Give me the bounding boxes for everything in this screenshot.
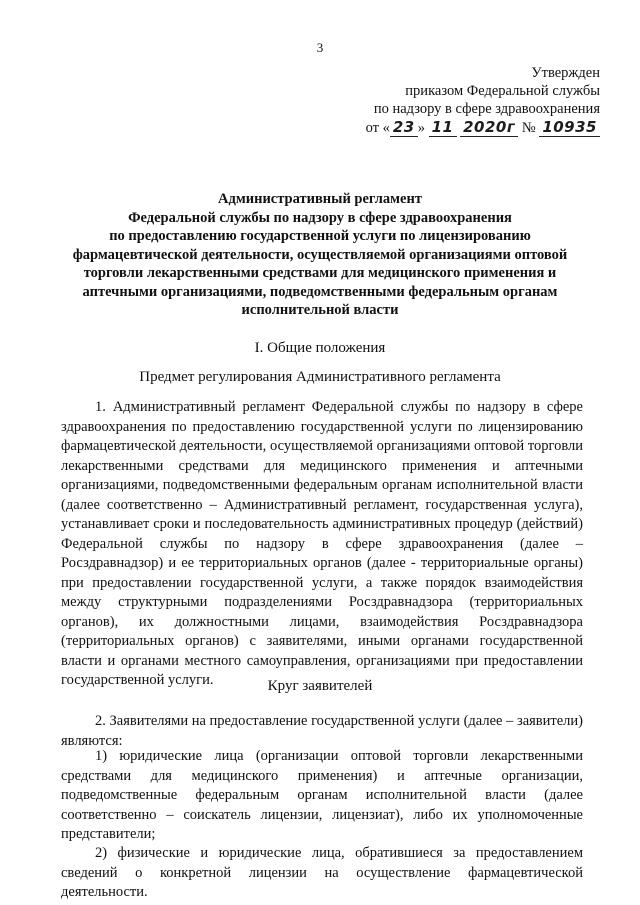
page-number: 3 bbox=[316, 40, 324, 55]
handwritten-year: 2020г bbox=[460, 118, 518, 137]
title-line-4: фармацевтической деятельности, осуществляемой организациями оптовой bbox=[72, 246, 568, 263]
paragraph-2: 2. Заявителями на предоставление государственной услуги (далее – заявители) являются: bbox=[61, 713, 583, 749]
approval-line-3: по надзору в сфере здравоохранения bbox=[373, 101, 600, 117]
paragraph-1: 1. Административный регламент Федеральной службы по надзору в сфере здравоохранения по предоставлению государственной услуги по лицензированию фармацевтической деятельности, осуществляемой организациями оптовой торговли лекарственными средствами для медицинского применения и аптечными организациями, подведомственными федеральным органам исполнительной власти (далее соответственно – Административный регламент, государственная услуга), устанавливает сроки и последовательность административных процедур (действий) Федеральной службы по надзору в сфере здравоохранения (далее – Росздравнадзор) и ее территориальных органов (далее - территориальные органы) при предоставлении государственной услуги, а также порядок взаимодействия между структурными подразделениями Росздравнадзора (территориальных органов), их должностными лицами, взаимодействия Росздравнадзора (территориальных органов) с заявителями, иными органами государственной власти и органами местного самоуправления, организациями при предоставлении государственной услуги. bbox=[61, 399, 583, 688]
date-mid: » bbox=[417, 120, 425, 136]
approval-line-2: приказом Федеральной службы bbox=[405, 83, 600, 99]
document-title bbox=[40, 190, 600, 320]
approval-line-1: Утвержден bbox=[531, 65, 600, 81]
approval-stamp bbox=[320, 64, 600, 137]
subheading-subject: Предмет регулирования Административного регламента bbox=[139, 369, 501, 385]
handwritten-month: 11 bbox=[429, 118, 457, 137]
approval-date-line bbox=[320, 118, 600, 137]
date-prefix: от « bbox=[365, 120, 390, 136]
title-line-1: Административный регламент bbox=[218, 191, 422, 207]
title-line-5: торговли лекарственными средствами для медицинского применения и bbox=[83, 265, 557, 281]
handwritten-day: 23 bbox=[390, 118, 418, 137]
list-item-1: 1) юридические лица (организации оптовой торговли лекарственными средствами для медицинского применения) и аптечные организации, подведомственные федеральным органам исполнительной власти (далее соответственно – соискатель лицензии, лицензиат), либо их уполномоченные представители; bbox=[61, 748, 583, 842]
list-item-2: 2) физические и юридические лица, обратившиеся за предоставлением сведений о конкретной лицензии на осуществление фармацевтической деятельности. bbox=[61, 845, 583, 900]
section-heading-general: I. Общие положения bbox=[254, 340, 386, 356]
handwritten-order-number: 10935 bbox=[539, 118, 600, 137]
number-prefix: № bbox=[521, 120, 536, 136]
title-line-2: Федеральной службы по надзору в сфере здравоохранения bbox=[128, 209, 512, 226]
subheading-applicants: Круг заявителей bbox=[267, 678, 373, 694]
title-line-6: аптечными организациями, подведомственными федеральным органам bbox=[82, 283, 558, 300]
title-line-3: по предоставлению государственной услуги по лицензированию bbox=[109, 228, 531, 244]
title-line-7: исполнительной власти bbox=[241, 302, 399, 318]
